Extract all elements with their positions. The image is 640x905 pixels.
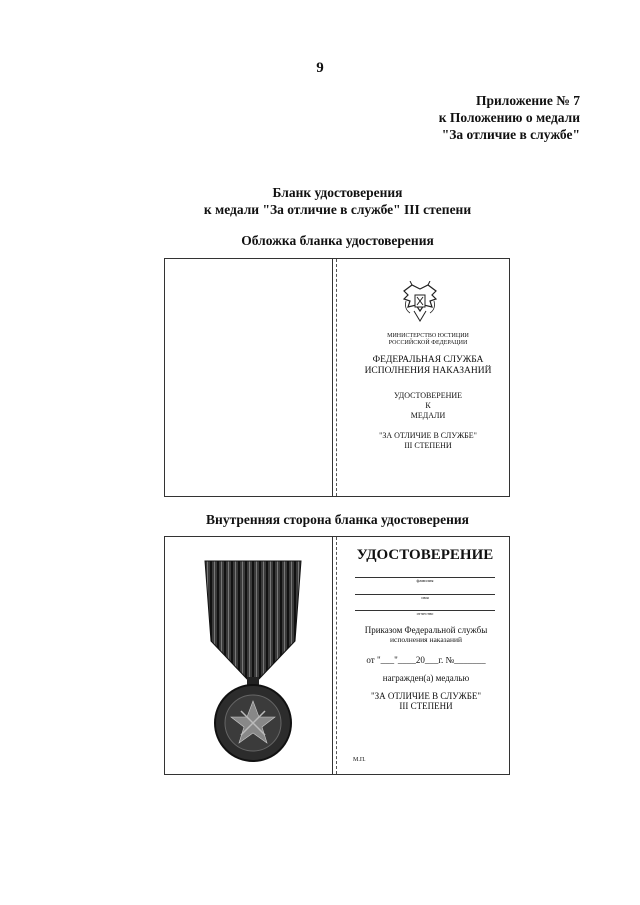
inner-heading: Внутренняя сторона бланка удостоверения [206,512,469,527]
cover-cert-line-3: МЕДАЛИ [410,411,446,420]
cover-cert-line-2: К [425,401,431,410]
inner-medal-line-2: III СТЕПЕНИ [399,701,453,711]
appendix-line-3: "За отличие в службе" [441,127,580,142]
awarded-line: награжден(а) медалью [382,673,470,683]
inner-form [164,536,510,775]
appendix-line-2: к Положению о медали [438,110,580,125]
appendix-line-1: Приложение № 7 [476,93,580,108]
inner-medal-line-1: "ЗА ОТЛИЧИЕ В СЛУЖБЕ" [370,691,482,701]
blank-title-line-1: Бланк удостоверения [272,185,403,200]
cover-service-line-1: ФЕДЕРАЛЬНАЯ СЛУЖБА [372,355,484,365]
cover-spine-fold [336,259,337,496]
inner-cert-title: УДОСТОВЕРЕНИЕ [356,547,494,563]
double-headed-eagle-emblem-icon [400,281,440,325]
cover-spine-line [332,259,333,496]
cover-ministry-line-1: МИНИСТЕРСТВО ЮСТИЦИИ [387,333,469,339]
cover-ministry-line-2: РОССИЙСКОЙ ФЕДЕРАЦИИ [388,340,468,346]
stamp-place: М.П. [353,757,366,763]
inner-spine-line [332,537,333,774]
blank-title-line-2: к медали "За отличие в службе" III степени [203,202,472,217]
order-line-1: Приказом Федеральной службы [364,625,488,635]
cover-heading: Обложка бланка удостоверения [241,233,434,248]
surname-label: фамилия [416,578,434,583]
cover-medal-line-2: III СТЕПЕНИ [404,441,452,450]
cover-medal-line-1: "ЗА ОТЛИЧИЕ В СЛУЖБЕ" [379,431,477,440]
name-label: имя [421,595,429,600]
order-line-2: исполнения наказаний [390,635,462,644]
cover-form [164,258,510,497]
inner-spine-fold [336,537,337,774]
patronymic-label: отчество [416,611,434,616]
cover-cert-line-1: УДОСТОВЕРЕНИЕ [393,391,463,400]
medal-image-icon [203,551,303,763]
order-date-line: от "___"____20___г. №_______ [366,655,486,665]
page-number: 9 [316,60,324,76]
cover-service-line-2: ИСПОЛНЕНИЯ НАКАЗАНИЙ [364,366,492,376]
blank-title [0,184,640,218]
appendix-block [439,92,580,143]
